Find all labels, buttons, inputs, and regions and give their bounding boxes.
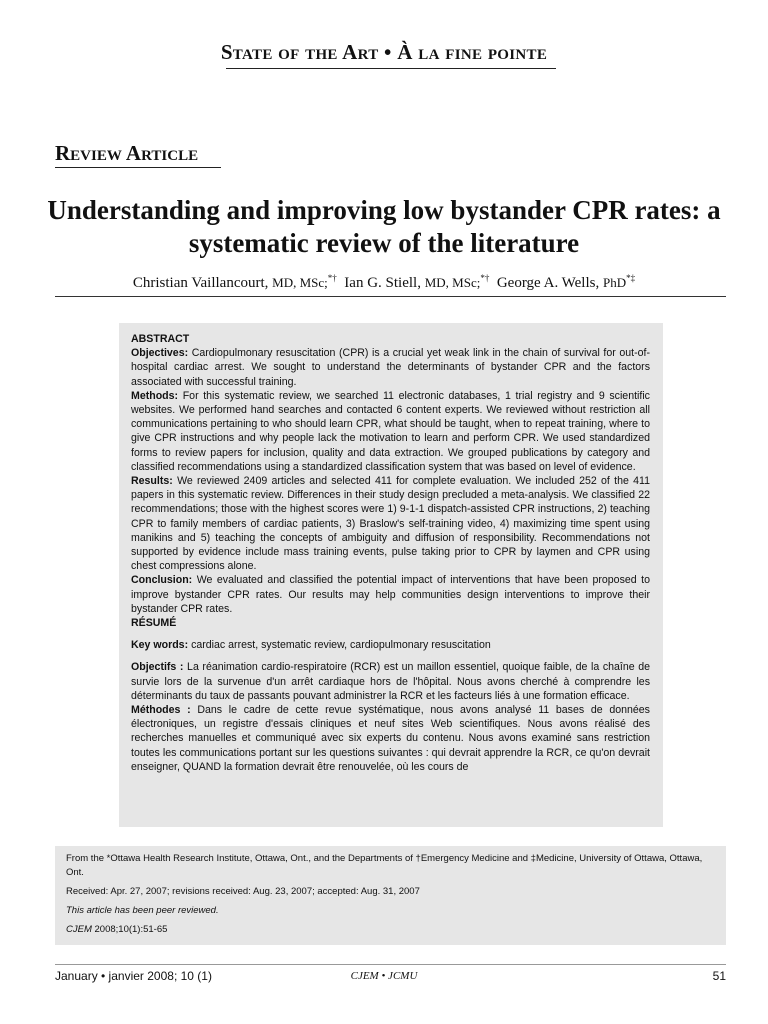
abstract-results [131, 474, 650, 573]
results-label: Results: [131, 475, 173, 488]
author-affiliation-marks: *† [480, 273, 490, 283]
author-affiliation-marks: *‡ [626, 273, 636, 283]
footer-rule [55, 964, 726, 965]
objectives-text: Cardiopulmonary resuscitation (CPR) is a crucial yet weak link in the chain of survival for out-of-hospital cardiac arrest. We sought to understand the determinants of bystander CPR and the factors associated with successful training. [131, 347, 650, 388]
citation-details: 2008;10(1):51-65 [91, 924, 168, 935]
abstract-conclusion [131, 573, 650, 616]
article-type-rule [55, 167, 221, 168]
objectifs-text: La réanimation cardio-respiratoire (RCR) est un maillon essentiel, quoique faible, de la chaîne de survie lors de la survenue d'un arrêt cardiaque hors de l'hôpital. Nous avons cherché à comprendre les déterminants du taux de passants pouvant administrer la RCR et les facteurs liés à une formation efficace. [131, 661, 650, 702]
abstract-methods [131, 389, 650, 474]
section-header: State of the Art • À la fine pointe [220, 40, 548, 64]
objectives-label: Objectives: [131, 347, 189, 360]
results-text: We reviewed 2409 articles and selected 411 for complete evaluation. We included 252 of the 411 papers in this systematic review. Differences in their study design precluded a meta-analysis. We classified 22 recommendations; those with the highest scores were 1) 9-1-1 dispatch-assisted CPR instructions, 2) teaching CPR to family members of cardiac patients, 3) Braslow's self-training video, 4) maximizing time spent using manikins and 5) teaching the concepts of ambiguity and diffusion of responsibility. Recommendations not supported by evidence include mass training events, pulse taking prior to CPR by laymen and CPR using chest compressions alone. [131, 475, 650, 573]
author-degrees: PhD [602, 275, 627, 290]
author-degrees: MD, MSc; [424, 275, 481, 290]
author-name: Ian G. Stiell, [344, 275, 421, 291]
methodes-text: Dans le cadre de cette revue systématique, nous avons analysé 11 bases de données électroniques, un registre d'essais cliniques et neuf sites Web scientifiques. Nous avons réalisé des recherches manuelles et communiqué avec six experts du contenu. Nous avons examiné sans restriction toutes les communications portant sur les questions suivantes : qui devrait apprendre la RCR, ce qu'on devrait enseigner, QUAND la formation devrait être renouvelée, où les cours de [131, 704, 650, 773]
conclusion-text: We evaluated and classified the potential impact of interventions that have been proposed to improve bystander CPR rates. Our results may help communities design interventions to improve their bystander CPR rates. [131, 574, 650, 615]
citation [66, 923, 712, 937]
article-title: Understanding and improving low bystander CPR rates: a systematic review of the literature [47, 195, 721, 258]
citation-journal: CJEM [66, 924, 92, 935]
peer-review-note: This article has been peer reviewed. [66, 905, 219, 916]
resume-heading: RÉSUMÉ [131, 617, 177, 630]
footer-journal: CJEM • JCMU [350, 970, 418, 982]
author-degrees: MD, MSc; [272, 275, 328, 290]
methodes-label: Méthodes : [131, 704, 191, 717]
affiliation-box [55, 846, 726, 945]
resume-methodes [131, 703, 650, 774]
page-number: 51 [712, 969, 726, 983]
author-list [40, 273, 728, 292]
keywords-label: Key words: [131, 639, 189, 652]
authors-divider [55, 296, 726, 297]
keywords [131, 638, 650, 652]
author-name: George A. Wells, [496, 275, 600, 291]
author-name: Christian Vaillancourt, [132, 275, 269, 291]
affiliation-from: From the *Ottawa Health Research Institute, Ottawa, Ont., and the Departments of †Emergency Medicine and ‡Medicine, University of Ottawa, Ottawa, Ont. [66, 853, 703, 878]
section-header-rule [226, 68, 556, 69]
objectifs-label: Objectifs : [131, 661, 184, 674]
methods-text: For this systematic review, we searched 11 electronic databases, 1 trial registry and 9 scientific websites. We performed hand searches and contacted 6 content experts. We reviewed without restriction all communications pertaining to who should learn CPR, what should be taught, when to repeat training, where to give CPR instructions and why people lack the motivation to learn and perform CPR. We used standardized forms to review papers for inclusion, quality and data extraction. We grouped publications by category and classified recommendations using a standardized classification system that was based on level of evidence. [131, 389, 650, 473]
author-affiliation-marks: *† [327, 273, 337, 283]
affiliation-content [66, 852, 712, 942]
abstract-box [119, 323, 663, 827]
article-type: Review Article [55, 141, 199, 165]
abstract-objectives [131, 346, 650, 389]
abstract-content [131, 332, 650, 774]
conclusion-label: Conclusion: [131, 574, 193, 587]
abstract-heading: ABSTRACT [131, 333, 190, 345]
methods-label: Methods: [131, 389, 179, 402]
received-dates: Received: Apr. 27, 2007; revisions received: Aug. 23, 2007; accepted: Aug. 31, 2007 [66, 886, 420, 897]
keywords-text: cardiac arrest, systematic review, cardiopulmonary resuscitation [191, 639, 491, 652]
resume-objectifs [131, 660, 650, 703]
footer-issue-date: January • janvier 2008; 10 (1) [55, 969, 212, 983]
